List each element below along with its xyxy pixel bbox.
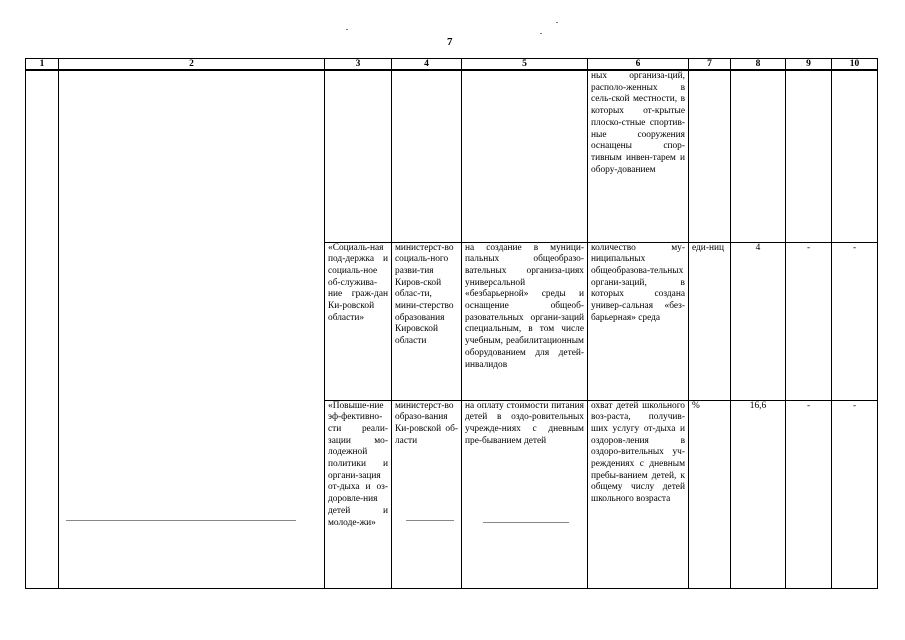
cell-unit: [689, 70, 731, 242]
scan-artifact: [406, 520, 454, 521]
cell-col10: [832, 70, 878, 242]
column-header-2: 2: [59, 59, 325, 71]
scan-artifact: [66, 520, 296, 521]
cell-unit: еди-ниц: [689, 242, 731, 400]
program-table: [25, 58, 878, 589]
cell-unit: %: [689, 400, 731, 588]
cell-col10: -: [832, 400, 878, 588]
cell-col9: [786, 70, 832, 242]
scan-artifact: [346, 29, 348, 30]
column-header-4: 4: [392, 59, 462, 71]
cell-executor: [392, 70, 462, 242]
cell-value: 4: [731, 242, 786, 400]
cell-col9: -: [786, 242, 832, 400]
cell-purpose: [462, 70, 588, 242]
cell-purpose: на оплату стоимости питания детей в оздо-ровительных учрежде-ниях с дневным пре-быванием детей: [462, 400, 588, 588]
column-header-8: 8: [731, 59, 786, 71]
scan-artifact: [483, 522, 569, 523]
column-header-10: 10: [832, 59, 878, 71]
cell-subprogram: [325, 70, 392, 242]
column-header-5: 5: [462, 59, 588, 71]
table-row: [26, 70, 878, 242]
cell-subprogram: «Социаль-ная под-держка и социаль-ное об-служива-ние граж-дан Ки-ровской области»: [325, 242, 392, 400]
cell-indicator: охват детей школьного воз-раста, получив-ших услугу от-дыха и оздоров-ления в оздоро-вительных уч-реждениях с дневным пребы-ванием детей, к общему числу детей школьного возраста: [588, 400, 689, 588]
cell-indicator: ных организа-ций, располо-женных в сель-ской местности, в которых от-крытые плоско-стные спортив-ные сооружения оснащены спор-тивным инвен-тарем и обору-дованием: [588, 70, 689, 242]
scan-artifact: [556, 22, 558, 23]
column-number-header: [26, 59, 878, 71]
cell-col10: -: [832, 242, 878, 400]
column-header-6: 6: [588, 59, 689, 71]
cell-value: 16,6: [731, 400, 786, 588]
column-header-7: 7: [689, 59, 731, 71]
cell-executor: министерст-во социаль-ного разви-тия Киров-ской облас-ти, мини-стерство образования Кировской области: [392, 242, 462, 400]
page-number: 7: [447, 36, 453, 48]
column-header-9: 9: [786, 59, 832, 71]
cell-col9: -: [786, 400, 832, 588]
column-header-3: 3: [325, 59, 392, 71]
cell-col2: [59, 70, 325, 588]
cell-purpose: на создание в муници-пальных общеобразо-вательных организа-циях универсальной «безбарьерной» среды и оснащение общеоб-разовательных органи-заций специальным, в том числе учебным, реабилитационным оборудованием для детей-инвалидов: [462, 242, 588, 400]
cell-indicator: количество му-ниципальных общеобразова-тельных органи-заций, в которых создана универ-сальная «без-барьерная» среда: [588, 242, 689, 400]
scan-artifact: [540, 33, 542, 34]
cell-subprogram: «Повыше-ние эф-фективно-сти реали-зации мо-лодежной политики и органи-зация от-дыха и оз-доровле-ния детей и молоде-жи»: [325, 400, 392, 588]
column-header-1: 1: [26, 59, 59, 71]
cell-executor: министерст-во образо-вания Ки-ровской об-ласти: [392, 400, 462, 588]
cell-value: [731, 70, 786, 242]
cell-col1: [26, 70, 59, 588]
